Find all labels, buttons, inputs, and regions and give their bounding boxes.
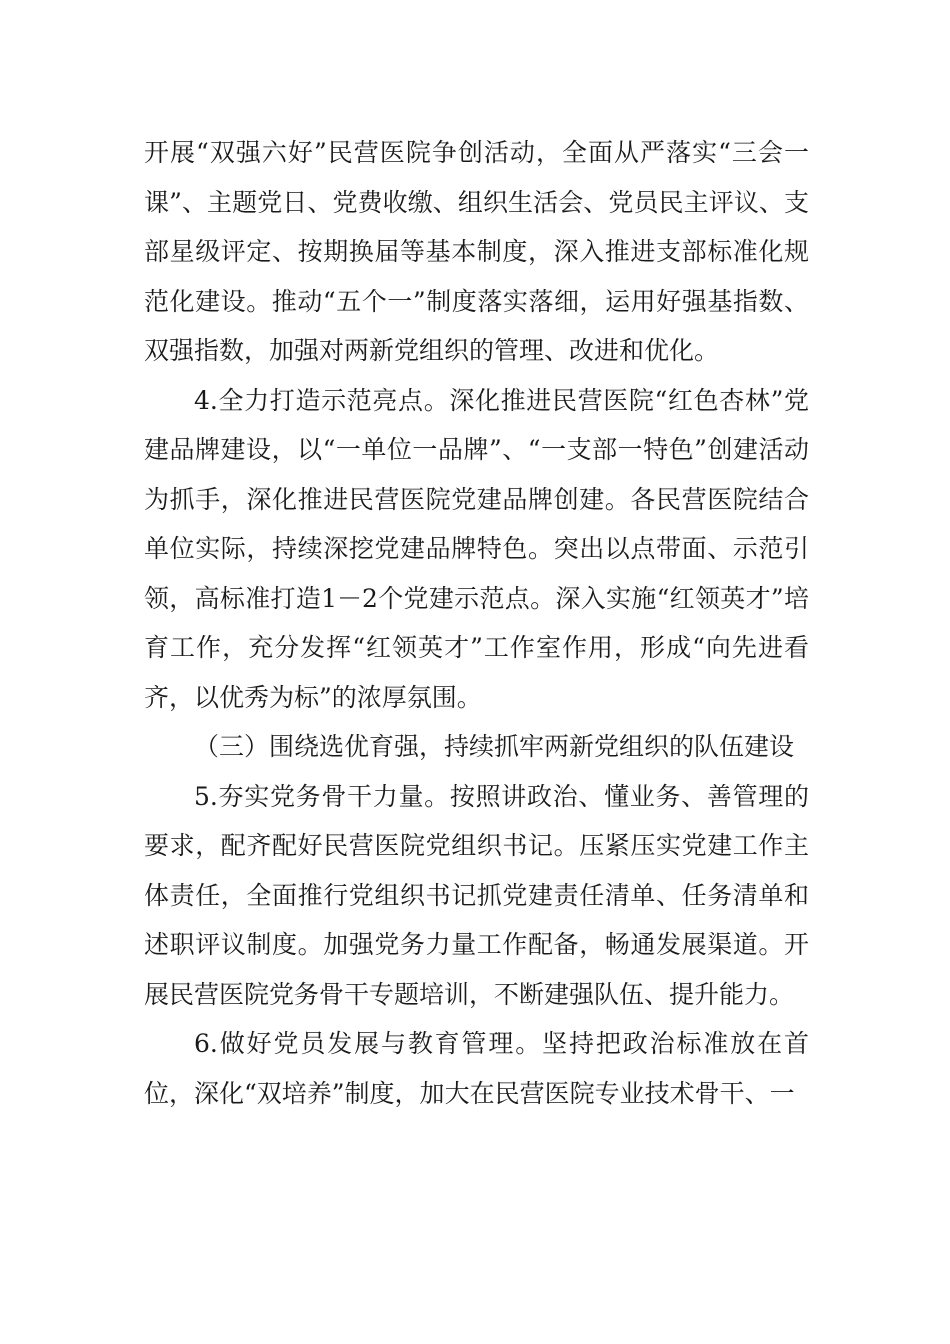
paragraph-continuation: 开展“双强六好”民营医院争创活动，全面从严落实“三会一课”、主题党日、党费收缴、组织生活会、党员民主评议、支部星级评定、按期换届等基本制度，深入推进支部标准化规范化建设。推动“五个一”制度落实落细，运用好强基指数、双强指数，加强对两新党组织的管理、改进和优化。 — [144, 138, 809, 365]
document-page — [144, 128, 809, 1118]
section-heading-3: （三）围绕选优育强，持续抓牢两新党组织的队伍建设 — [194, 732, 795, 761]
paragraph-item-4: 4.全力打造示范亮点。深化推进民营医院“红色杏林”党建品牌建设，以“一单位一品牌”、“一支部一特色”创建活动为抓手，深化推进民营医院党建品牌创建。各民营医院结合单位实际，持续深挖党建品牌特色。突出以点带面、示范引领，高标准打造1－2个党建示范点。深入实施“红领英才”培育工作，充分发挥“红领英才”工作室作用，形成“向先进看齐，以优秀为标”的浓厚氛围。 — [144, 385, 809, 712]
paragraph-item-5: 5.夯实党务骨干力量。按照讲政治、懂业务、善管理的要求，配齐配好民营医院党组织书记。压紧压实党建工作主体责任，全面推行党组织书记抓党建责任清单、任务清单和述职评议制度。加强党务力量工作配备，畅通发展渠道。开展民营医院党务骨干专题培训，不断建强队伍、提升能力。 — [144, 781, 809, 1009]
paragraph-item-6: 6.做好党员发展与教育管理。坚持把政治标准放在首位，深化“双培养”制度，加大在民营医院专业技术骨干、一 — [144, 1029, 809, 1108]
